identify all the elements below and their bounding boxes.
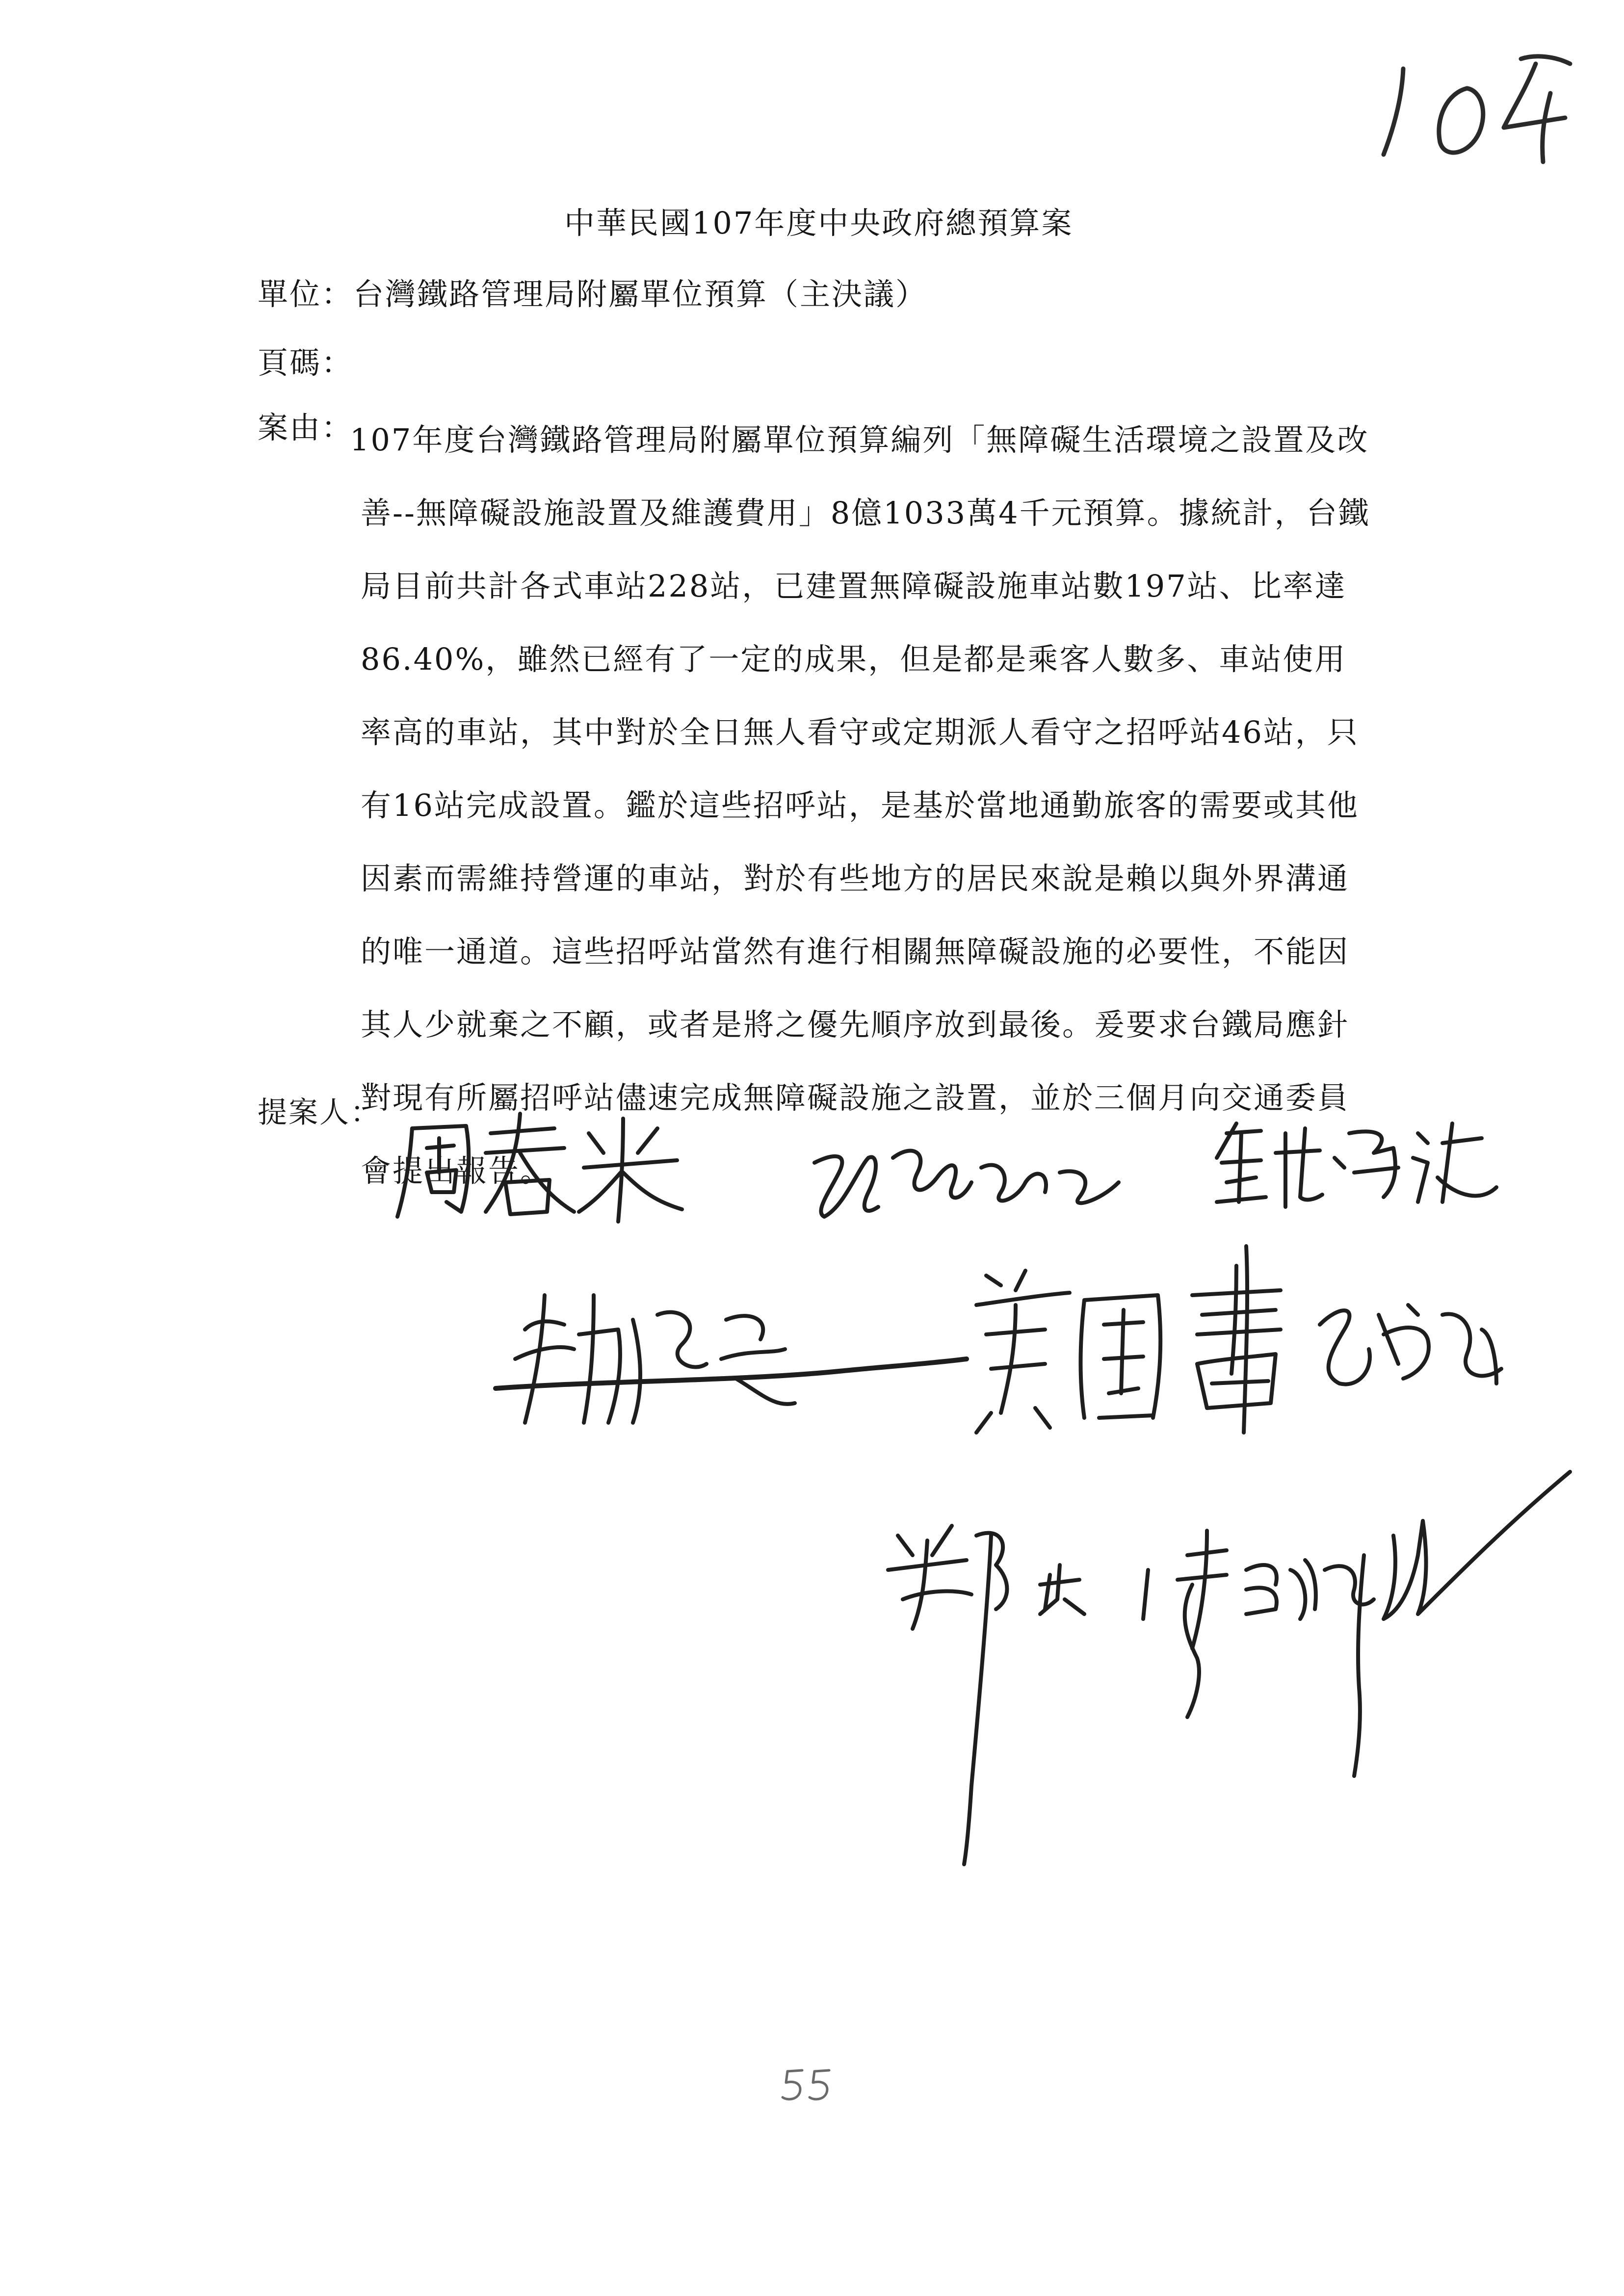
unit-field — [258, 270, 927, 313]
signature-drawing — [1207, 1104, 1501, 1217]
handwritten-page-number — [1374, 49, 1585, 177]
proposer-label: 提案人： — [258, 1096, 381, 1130]
reason-label: 案由： — [258, 410, 354, 445]
reason-text: 107年度台灣鐵路管理局附屬單位預算編列「無障礙生活環境之設置及改善--無障礙設施設置及維護費用」8億1033萬4千元預算。據統計，台鐵局目前共計各式車站228站，已建置無障礙設施車站數197站、比率達86.40%，雖然已經有了一定的成果，但是都是乘客人數多、車站使用率高的車站，其中對於全日無人看守或定期派人看守之招呼站46站，只有16站完成設置。鑑於這些招呼站，是基於當地通勤旅客的需要或其他因素而需維持營運的車站，對於有些地方的居民來說是賴以與外界溝通的唯一通道。這些招呼站當然有進行相關無障礙設施的必要性，不能因其人少就棄之不顧，或者是將之優先順序放到最後。爰要求台鐵局應針對現有所屬招呼站儘速完成無障礙設施之設置，並於三個月向交通委員會提出報告。 — [350, 422, 1370, 1189]
signature-drawing — [393, 1099, 687, 1226]
signature-3 — [1207, 1104, 1501, 1217]
handwritten-page-mark — [780, 2065, 834, 2105]
handwritten-number-drawing — [1374, 49, 1585, 177]
page-mark-drawing — [780, 2065, 834, 2105]
signature-drawing — [873, 1442, 1590, 1884]
signature-2 — [805, 1123, 1128, 1222]
unit-label: 單位： — [258, 276, 354, 312]
document-title: 中華民國107年度中央政府總預算案 — [564, 205, 1074, 241]
unit-value: 台灣鐵路管理局附屬單位預算（主決議） — [353, 276, 928, 312]
page-number-label: 頁碼： — [258, 345, 354, 381]
page-number-field — [258, 339, 353, 382]
signature-row-3 — [873, 1442, 1590, 1884]
signature-drawing — [496, 1246, 1516, 1452]
signature-1 — [393, 1099, 687, 1226]
signature-drawing — [805, 1123, 1128, 1222]
signature-row-2 — [496, 1246, 1516, 1452]
